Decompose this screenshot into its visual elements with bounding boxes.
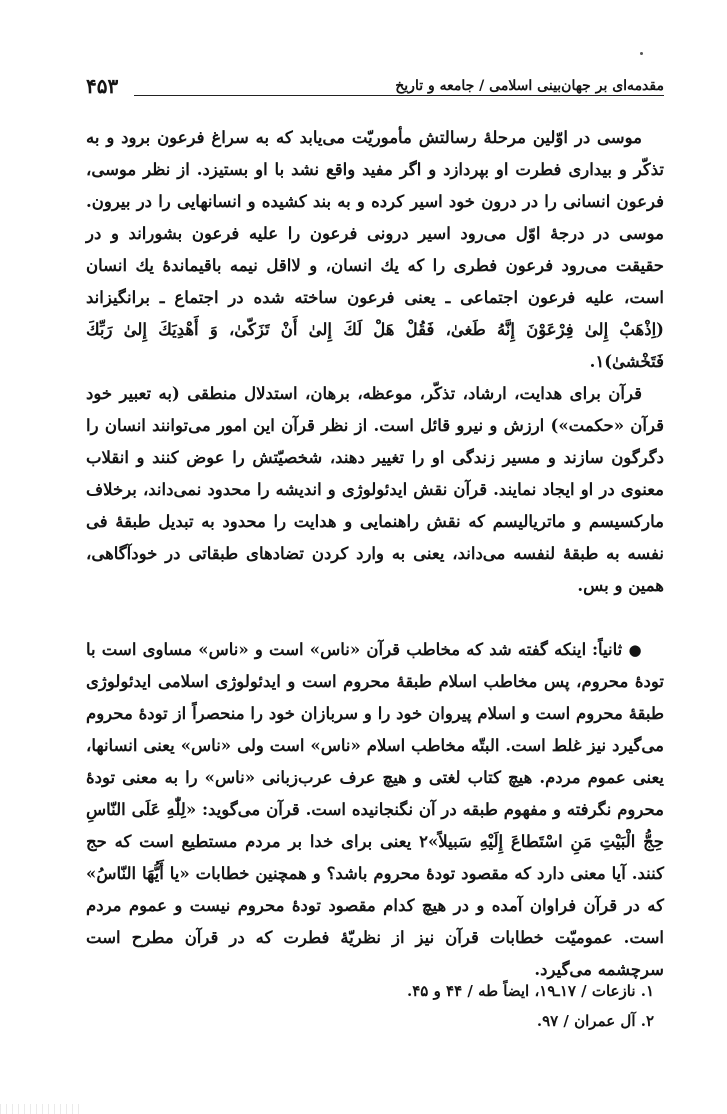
paragraph-3	[86, 634, 664, 986]
bullet-icon: ●	[628, 641, 643, 659]
scan-noise	[0, 1104, 80, 1114]
body-text	[86, 122, 664, 986]
page-header	[86, 74, 664, 104]
running-title: مقدمه‌ای بر جهان‌بینی اسلامی / جامعه و تاریخ	[391, 78, 664, 94]
page-speck	[640, 52, 643, 55]
page-number: ۴۵۳	[86, 74, 122, 98]
paragraph-3-text: ثانیاً: اینکه گفته شد که مخاطب قرآن «ناس» است و «ناس» مساوی است با تودهٔ محروم، پس مخاطب اسلام طبقهٔ محروم است و ایدئولوژی اسلامی ایدئولوژی طبقهٔ محروم است و اسلام پیروان خود را و سربازان خود را منحصراً از تودهٔ محروم می‌گیرد نیز غلط است. البتّه مخاطب اسلام «ناس» است ولی «ناس» یعنی انسانها، یعنی عموم مردم. هیچ کتاب لغتی و هیچ عرف عرب‌زبانی «ناس» را به معنی تودهٔ محروم نگرفته و مفهوم طبقه در آن نگنجانیده است. قرآن می‌گوید: «لِلّٰهِ عَلَى النّاسِ حِجُّ الْبَيْتِ مَنِ اسْتَطاعَ إِلَيْهِ سَبيلاً»۲ یعنی برای خدا بر مردم مستطیع است که حج کنند. آیا معنی دارد که مقصود تودهٔ محروم باشد؟ و همچنین خطابات «يا أَيُّهَا النّاسُ» که در قرآن فراوان آمده و در هیچ کدام مقصود تودهٔ محروم نیست و عموم مردم است. عمومیّت خطابات قرآن نیز از نظریّهٔ فطرت که در قرآن مطرح است سرچشمه می‌گیرد.	[86, 640, 664, 979]
footnotes	[86, 976, 664, 1036]
footnote-2: ۲. آل عمران / ۹۷.	[536, 1012, 654, 1030]
paragraph-2: قرآن برای هدایت، ارشاد، تذکّر، موعظه، برهان، استدلال منطقی (به تعبیر خود قرآن «حکمت») ارزش و نیرو قائل است. از نظر قرآن این امور می‌توانند انسان را دگرگون سازند و مسیر زندگی او را تغییر دهند، شخصیّتش را عوض کنند و انقلاب معنوی در او ایجاد نمایند. قرآن نقش ایدئولوژی و اندیشه را محدود نمی‌داند، برخلاف مارکسیسم و ماتریالیسم که نقش راهنمایی و هدایت را محدود به تبدیل طبقهٔ فی نفسه به طبقهٔ لنفسه می‌داند، یعنی به وارد کردن تضادهای طبقاتی در خودآگاهی، همین و بس.	[86, 384, 665, 595]
footnote-1: ۱. نازعات / ۱۷ـ۱۹، ایضاً طه / ۴۴ و ۴۵.	[406, 982, 654, 1000]
paragraph-1: موسی در اوّلین مرحلهٔ رسالتش مأموریّت می‌یابد که به سراغ فرعون برود و به تذکّر و بیداری فطرت او بپردازد و اگر مفید واقع نشد با او بستیزد. از نظر موسی، فرعون انسانی را در درون خود اسیر کرده و به بند کشیده و انسانهایی را در بیرون. موسی در درجهٔ اوّل می‌رود اسیر درونی فرعون را علیه فرعون بشوراند و در حقیقت می‌رود فرعون فطری را که یك انسان، و لااقل نیمه باقیماندهٔ یك انسان است، علیه فرعون اجتماعی ـ یعنی فرعون ساخته شده در اجتماع ـ برانگیزاند (اِذْهَبْ إِلىٰ فِرْعَوْنَ إِنَّهُ طَغىٰ، فَقُلْ هَلْ لَكَ إِلىٰ أَنْ تَزَكّىٰ، وَ أَهْدِيَكَ إِلىٰ رَبِّكَ فَتَخْشىٰ)۱.	[86, 128, 664, 371]
header-rule	[134, 95, 664, 96]
